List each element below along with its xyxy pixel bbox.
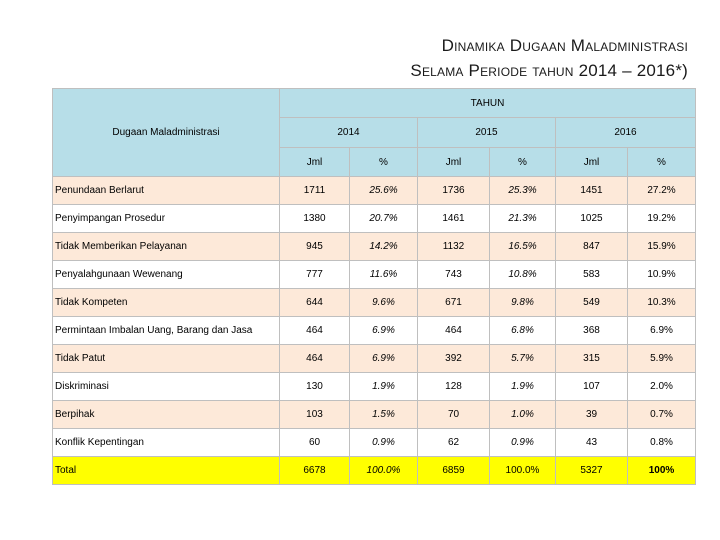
sub-header-jml-2015: Jml	[418, 148, 490, 177]
total-label: Total	[53, 457, 280, 485]
cell-jml-2015: 1132	[418, 233, 490, 261]
sub-header-jml-2016: Jml	[556, 148, 628, 177]
cell-pct-2015: 5.7%	[490, 345, 556, 373]
row-label: Penundaan Berlarut	[53, 177, 280, 205]
cell-jml-2015: 392	[418, 345, 490, 373]
cell-pct-2014: 6.9%	[350, 345, 418, 373]
cell-pct-2016: 0.8%	[628, 429, 696, 457]
cell-jml-2014: 945	[280, 233, 350, 261]
row-header-cell	[53, 89, 280, 177]
cell-jml-2014: 464	[280, 317, 350, 345]
table-row	[53, 205, 696, 233]
cell-pct-2015: 6.8%	[490, 317, 556, 345]
cell-jml-2015: 1736	[418, 177, 490, 205]
row-label: Permintaan Imbalan Uang, Barang dan Jasa	[53, 317, 280, 345]
sub-header-pct-2015: %	[490, 148, 556, 177]
cell-jml-2014: 464	[280, 345, 350, 373]
cell-jml-2015: 1461	[418, 205, 490, 233]
cell-pct-2015: 0.9%	[490, 429, 556, 457]
sub-header-pct-2014: %	[350, 148, 418, 177]
cell-pct-2015: 21.3%	[490, 205, 556, 233]
cell-pct-2014: 11.6%	[350, 261, 418, 289]
cell-jml-2015: 464	[418, 317, 490, 345]
cell-jml-2016: 583	[556, 261, 628, 289]
table-row	[53, 261, 696, 289]
cell-pct-2016: 15.9%	[628, 233, 696, 261]
cell-pct-2015: 9.8%	[490, 289, 556, 317]
cell-pct-2014: 0.9%	[350, 429, 418, 457]
table-row	[53, 345, 696, 373]
cell-jml-2014: 644	[280, 289, 350, 317]
cell-jml-2016: 1025	[556, 205, 628, 233]
table-row	[53, 373, 696, 401]
cell-jml-2015: 62	[418, 429, 490, 457]
cell-pct-2014: 14.2%	[350, 233, 418, 261]
cell-jml-2016: 39	[556, 401, 628, 429]
title-line-2: Selama Periode tahun 2014 – 2016*)	[410, 61, 688, 80]
cell-pct-2014: 1.9%	[350, 373, 418, 401]
table-row	[53, 289, 696, 317]
cell-jml-2016: 549	[556, 289, 628, 317]
title-line-1: Dinamika Dugaan Maladministrasi	[441, 36, 688, 55]
cell-jml-2016: 315	[556, 345, 628, 373]
cell-pct-2016: 0.7%	[628, 401, 696, 429]
table-row	[53, 401, 696, 429]
cell-jml-2016: 368	[556, 317, 628, 345]
cell-pct-2016: 2.0%	[628, 373, 696, 401]
total-row	[53, 457, 696, 485]
row-label: Penyimpangan Prosedur	[53, 205, 280, 233]
cell-pct-2015: 16.5%	[490, 233, 556, 261]
cell-jml-2015: 671	[418, 289, 490, 317]
cell-pct-2015: 10.8%	[490, 261, 556, 289]
cell-jml-2016: 1451	[556, 177, 628, 205]
cell-jml-2015: 70	[418, 401, 490, 429]
year-group-header: TAHUN	[280, 89, 696, 118]
cell-pct-2015: 1.9%	[490, 373, 556, 401]
cell-jml-2014: 130	[280, 373, 350, 401]
cell-pct-2015: 1.0%	[490, 401, 556, 429]
total-jml-2016: 5327	[556, 457, 628, 485]
row-label: Tidak Memberikan Pelayanan	[53, 233, 280, 261]
cell-jml-2014: 1711	[280, 177, 350, 205]
total-pct-2016: 100%	[628, 457, 696, 485]
cell-jml-2015: 743	[418, 261, 490, 289]
row-label: Tidak Kompeten	[53, 289, 280, 317]
cell-pct-2014: 1.5%	[350, 401, 418, 429]
table-row	[53, 177, 696, 205]
cell-pct-2016: 6.9%	[628, 317, 696, 345]
cell-jml-2015: 128	[418, 373, 490, 401]
year-header-2014: 2014	[280, 118, 418, 148]
table-row	[53, 233, 696, 261]
cell-pct-2015: 25.3%	[490, 177, 556, 205]
maladministration-table	[52, 88, 696, 485]
table-row	[53, 317, 696, 345]
table-row	[53, 429, 696, 457]
cell-jml-2014: 103	[280, 401, 350, 429]
cell-pct-2016: 10.9%	[628, 261, 696, 289]
row-label: Konflik Kepentingan	[53, 429, 280, 457]
cell-jml-2016: 107	[556, 373, 628, 401]
cell-pct-2014: 9.6%	[350, 289, 418, 317]
year-header-2015: 2015	[418, 118, 556, 148]
cell-pct-2014: 6.9%	[350, 317, 418, 345]
total-pct-2014: 100.0%	[350, 457, 418, 485]
sub-header-pct-2016: %	[628, 148, 696, 177]
cell-pct-2016: 10.3%	[628, 289, 696, 317]
cell-pct-2016: 5.9%	[628, 345, 696, 373]
sub-header-jml-2014: Jml	[280, 148, 350, 177]
cell-pct-2016: 19.2%	[628, 205, 696, 233]
cell-pct-2014: 25.6%	[350, 177, 418, 205]
cell-jml-2016: 847	[556, 233, 628, 261]
row-label: Tidak Patut	[53, 345, 280, 373]
total-jml-2014: 6678	[280, 457, 350, 485]
row-label: Berpihak	[53, 401, 280, 429]
row-label: Diskriminasi	[53, 373, 280, 401]
cell-jml-2014: 1380	[280, 205, 350, 233]
total-pct-2015: 100.0%	[490, 457, 556, 485]
cell-pct-2014: 20.7%	[350, 205, 418, 233]
row-header-label: Dugaan Maladministrasi	[112, 127, 220, 138]
cell-pct-2016: 27.2%	[628, 177, 696, 205]
year-header-2016: 2016	[556, 118, 696, 148]
cell-jml-2014: 777	[280, 261, 350, 289]
total-jml-2015: 6859	[418, 457, 490, 485]
row-label: Penyalahgunaan Wewenang	[53, 261, 280, 289]
cell-jml-2016: 43	[556, 429, 628, 457]
page-title	[410, 33, 688, 83]
cell-jml-2014: 60	[280, 429, 350, 457]
